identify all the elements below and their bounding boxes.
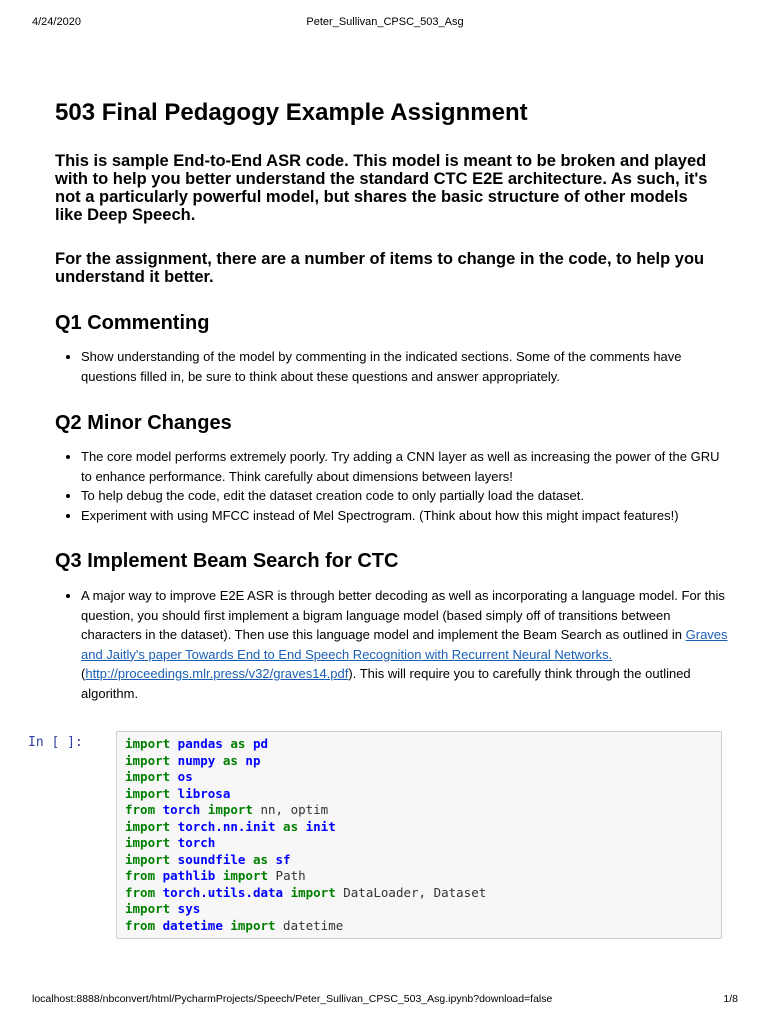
code-editor[interactable]: [116, 731, 722, 939]
keyword-token: as: [222, 736, 246, 751]
keyword-token: import: [283, 884, 336, 900]
print-footer-page: 1/8: [723, 993, 738, 1005]
keyword-token: import: [125, 752, 171, 768]
keyword-token: from: [125, 917, 156, 933]
code-line: [125, 901, 486, 918]
list-item: • The core model performs extremely poorly. Try adding a CNN layer as well as increasing the power of the GRU to enhance performance. Think carefully about dimensions between layers!: [81, 447, 731, 486]
list-item: • Show understanding of the model by commenting in the indicated sections. Some of the comments have questions filled in, be sure to think about these questions and answer appropriately.: [81, 347, 731, 386]
keyword-token: as: [245, 851, 268, 867]
code-line: [125, 753, 486, 770]
module-token: init: [298, 818, 336, 834]
code-line: [125, 736, 486, 753]
plain-token: datetime: [275, 917, 344, 933]
module-token: torch.nn.init: [170, 818, 276, 834]
keyword-token: from: [125, 884, 156, 900]
keyword-token: from: [125, 802, 156, 817]
module-token: torch: [170, 835, 216, 850]
cell-prompt: In [ ]:: [28, 735, 83, 750]
keyword-token: as: [275, 818, 299, 834]
module-token: librosa: [170, 785, 231, 801]
module-token: datetime: [155, 917, 223, 933]
code-line: [125, 835, 486, 852]
plain-token: nn, optim: [252, 802, 329, 817]
list-item: • To help debug the code, edit the dataset creation code to only partially load the dataset.: [81, 486, 731, 506]
keyword-token: from: [125, 868, 156, 883]
paper-link[interactable]: Graves and Jaitly's paper Towards End to End Speech Recognition with Recurrent Neural Networks.: [81, 627, 728, 662]
keyword-token: import: [125, 818, 171, 834]
q2-list: [55, 447, 731, 525]
code-line: [125, 802, 486, 819]
module-token: pd: [245, 736, 268, 751]
code-line: [125, 769, 486, 786]
code-line: [125, 786, 486, 803]
module-token: numpy: [170, 752, 216, 768]
print-header-date: 4/24/2020: [32, 16, 81, 28]
module-token: torch: [155, 802, 201, 817]
print-footer-url: localhost:8888/nbconvert/html/PycharmProjects/Speech/Peter_Sullivan_CPSC_503_Asg.ipynb?download=false: [32, 993, 553, 1005]
keyword-token: as: [215, 752, 238, 768]
plain-token: DataLoader, Dataset: [335, 884, 487, 900]
module-token: os: [170, 769, 193, 784]
keyword-token: import: [215, 868, 269, 883]
code-cell[interactable]: [28, 731, 722, 939]
page-title: 503 Final Pedagogy Example Assignment: [55, 99, 528, 126]
code-text: [125, 736, 486, 934]
keyword-token: import: [125, 835, 171, 850]
print-header-title: Peter_Sullivan_CPSC_503_Asg: [306, 16, 464, 28]
keyword-token: import: [125, 851, 171, 867]
module-token: torch.utils.data: [155, 884, 284, 900]
q3-text-before: A major way to improve E2E ASR is through better decoding as well as incorporating a language model. For this question, you should first implement a bigram language model (based simply off of transitions between characters in the dataset). Then use this language model and implement the Beam Search as outlined in: [81, 588, 725, 642]
module-token: pathlib: [155, 868, 216, 883]
module-token: sf: [268, 851, 291, 867]
keyword-token: import: [125, 769, 171, 784]
intro-paragraph: This is sample End-to-End ASR code. This model is meant to be broken and played with to help you better understand the standard CTC E2E architecture. As such, it's not a particularly powerful model, but shares the basic structure of other models like Deep Speech.: [55, 152, 708, 224]
code-line: [125, 868, 486, 885]
keyword-token: import: [125, 901, 171, 916]
q3-text-after: ). This will require you to carefully think through the outlined algorithm.: [81, 666, 691, 701]
code-line: [125, 885, 486, 902]
assignment-paragraph: For the assignment, there are a number of items to change in the code, to help you understand it better.: [55, 250, 705, 286]
code-line: [125, 819, 486, 836]
paper-url-link[interactable]: http://proceedings.mlr.press/v32/graves14.pdf: [85, 666, 349, 681]
keyword-token: import: [125, 785, 171, 801]
plain-token: Path: [268, 868, 306, 883]
code-line: [125, 918, 486, 935]
keyword-token: import: [200, 802, 253, 817]
module-token: sys: [170, 901, 201, 916]
q2-heading: Q2 Minor Changes: [55, 412, 232, 434]
module-token: pandas: [170, 736, 223, 751]
q1-heading: Q1 Commenting: [55, 312, 210, 334]
keyword-token: import: [125, 736, 171, 751]
q3-list: [55, 586, 731, 703]
module-token: np: [237, 752, 261, 768]
q1-list: [55, 347, 731, 386]
module-token: soundfile: [170, 851, 246, 867]
keyword-token: import: [222, 917, 276, 933]
q3-heading: Q3 Implement Beam Search for CTC: [55, 550, 399, 572]
code-line: [125, 852, 486, 869]
list-item: • Experiment with using MFCC instead of Mel Spectrogram. (Think about how this might impact features!): [81, 506, 731, 526]
paren-open: (: [81, 666, 86, 681]
list-item: [81, 586, 731, 703]
